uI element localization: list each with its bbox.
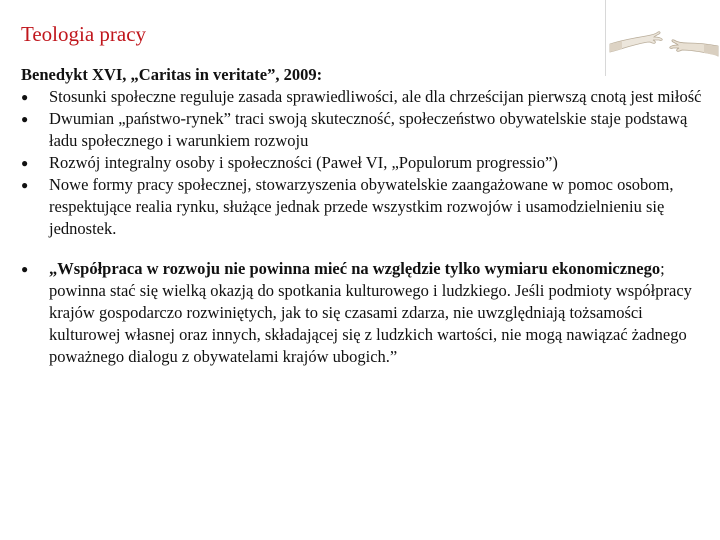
bullet-icon: ● bbox=[21, 262, 29, 276]
spacer bbox=[21, 240, 713, 258]
list-item bbox=[21, 152, 713, 174]
list-item-text: Nowe formy pracy społecznej, stowarzyszenia obywatelskie zaangażowane w pomoc osobom, respektujące realia rynku, służące jednak przede wszystkim rozwojów i usamodzielnieniu się jednostek. bbox=[49, 175, 674, 238]
list-item-text: Rozwój integralny osoby i społeczności (Paweł VI, „Populorum progressio”) bbox=[49, 153, 558, 172]
quote-text: ; powinna stać się wielką okazją do spotkania kulturowego i ludzkiego. Jeśli podmioty współpracy krajów gospodarczo rozwiniętych, jak to się czasami zdarza, nie uwzględniają tożsamości kulturowej własnej oraz innych, składającej się z ludzkich wartości, nie mogą nawiązać żadnego poważnego dialogu z obywatelami krajów ubogich.” bbox=[49, 259, 692, 366]
quote-item bbox=[21, 258, 713, 368]
bullet-icon: ● bbox=[21, 112, 29, 126]
author-line: Benedykt XVI, „Caritas in veritate”, 2009: bbox=[21, 65, 323, 84]
list-item bbox=[21, 108, 713, 152]
list-item-text: Dwumian „państwo-rynek” traci swoją skuteczność, społeczeństwo obywatelskie staje podstawą ładu społecznego i warunkiem rozwoju bbox=[49, 109, 688, 150]
list-item bbox=[21, 86, 713, 108]
bullet-icon: ● bbox=[21, 90, 29, 104]
bullet-icon: ● bbox=[21, 156, 29, 170]
bullet-icon: ● bbox=[21, 178, 29, 192]
list-item-text: Stosunki społeczne reguluje zasada sprawiedliwości, ale dla chrześcijan pierwszą cnotą jest miłość bbox=[49, 87, 702, 106]
quote-emphasis: „Współpraca w rozwoju nie powinna mieć na względzie tylko wymiaru ekonomicznego bbox=[49, 259, 661, 278]
slide-content bbox=[21, 64, 713, 368]
slide-title: Teologia pracy bbox=[21, 22, 147, 46]
list-item bbox=[21, 174, 713, 240]
